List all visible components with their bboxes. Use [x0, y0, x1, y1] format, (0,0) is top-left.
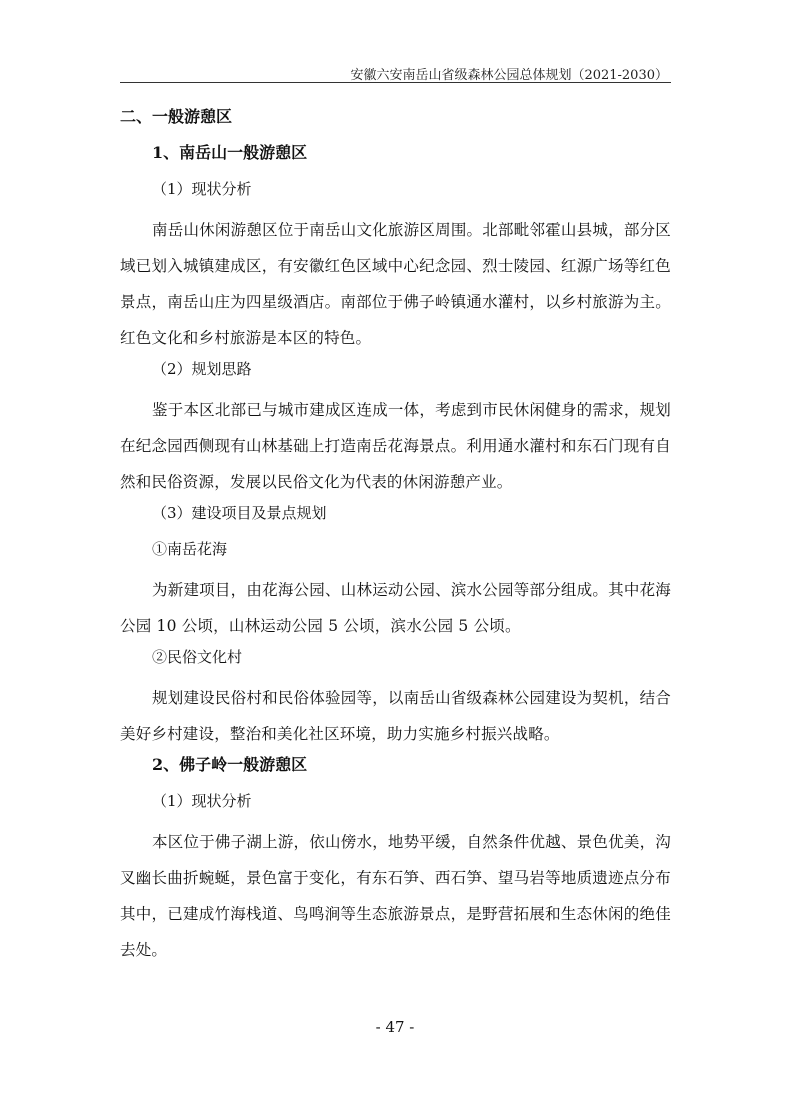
page-number: - 47 -	[375, 1018, 415, 1036]
subsection-heading-nanyue: 1、南岳山一般游憩区	[152, 143, 308, 162]
document-body	[120, 104, 671, 968]
running-header: 安徽六安南岳山省级森林公园总体规划（2021-2030）	[350, 68, 668, 83]
projects-label: （3）建设项目及景点规划	[152, 504, 327, 522]
section-heading: 二、一般游憩区	[120, 107, 233, 126]
foziling-status-text: 本区位于佛子湖上游，依山傍水，地势平缓，自然条件优越、景色优美，沟叉幽长曲折蜿蜒，景色富于变化，有东石笋、西石笋、望马岩等地质遗迹点分布其中，已建成竹海栈道、鸟鸣涧等生态旅游景点，是野营拓展和生态休闲的绝佳去处。	[120, 833, 671, 959]
folk-village-text: 规划建设民俗村和民俗体验园等，以南岳山省级森林公园建设为契机，结合美好乡村建设，整治和美化社区环境，助力实施乡村振兴战略。	[120, 689, 671, 743]
subsection-heading-foziling: 2、佛子岭一般游憩区	[152, 755, 308, 774]
status-analysis-label: （1）现状分析	[152, 180, 252, 198]
planning-idea-text: 鉴于本区北部已与城市建成区连成一体，考虑到市民休闲健身的需求，规划在纪念园西侧现有山林基础上打造南岳花海景点。利用通水灌村和东石门现有自然和民俗资源，发展以民俗文化为代表的休闲游憩产业。	[120, 401, 671, 491]
flower-sea-label: ①南岳花海	[152, 540, 228, 558]
folk-village-label: ②民俗文化村	[152, 648, 243, 666]
status-analysis-text: 南岳山休闲游憩区位于南岳山文化旅游区周围。北部毗邻霍山县城，部分区域已划入城镇建成区，有安徽红色区域中心纪念园、烈士陵园、红源广场等红色景点，南岳山庄为四星级酒店。南部位于佛子岭镇通水灌村，以乡村旅游为主。红色文化和乡村旅游是本区的特色。	[120, 221, 671, 347]
header-rule	[120, 82, 671, 83]
flower-sea-text: 为新建项目，由花海公园、山林运动公园、滨水公园等部分组成。其中花海公园 10 公顷，山林运动公园 5 公顷，滨水公园 5 公顷。	[120, 581, 671, 635]
foziling-status-label: （1）现状分析	[152, 792, 252, 810]
planning-idea-label: （2）规划思路	[152, 360, 252, 378]
